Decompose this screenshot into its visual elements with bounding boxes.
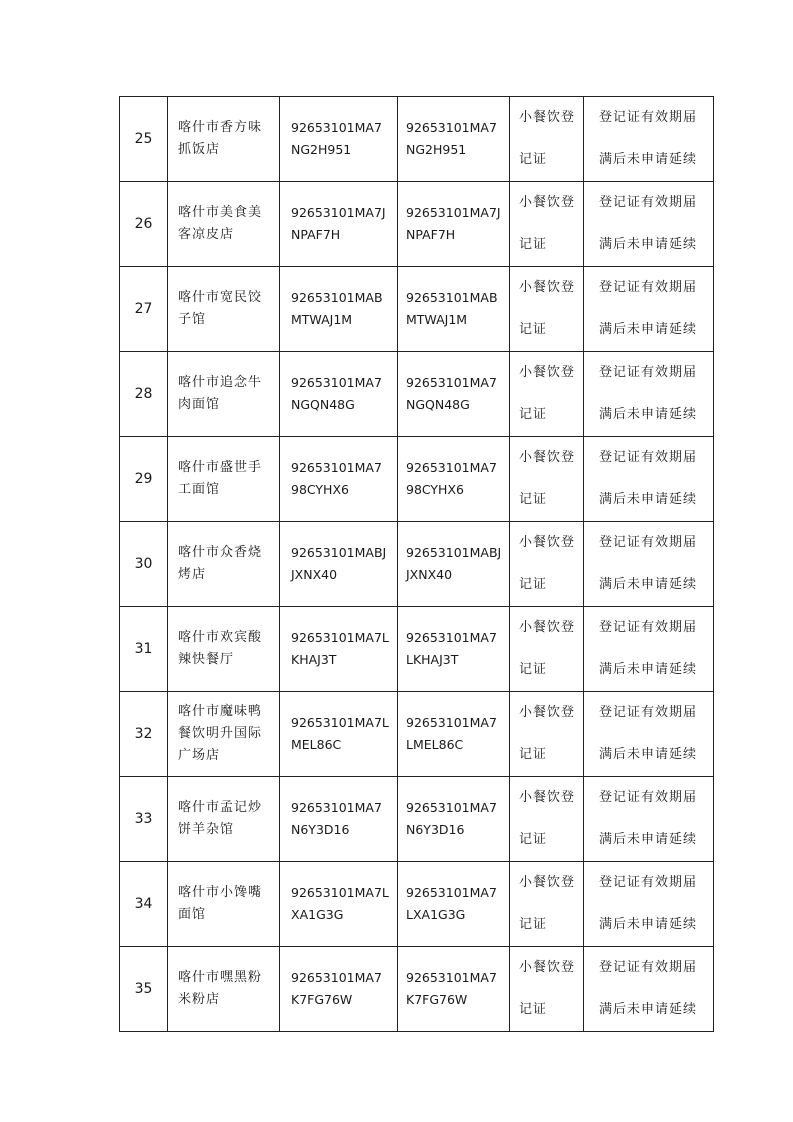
table-row [120, 607, 714, 692]
table-row [120, 437, 714, 522]
table-row [120, 352, 714, 437]
cancellation-reason: 登记证有效期届满后未申请延续 [584, 692, 714, 777]
cancellation-reason: 登记证有效期届满后未申请延续 [584, 777, 714, 862]
credit-code: 92653101MABJJXNX40 [280, 522, 398, 607]
business-name: 喀什市孟记炒饼羊杂馆 [168, 777, 280, 862]
table-row [120, 862, 714, 947]
license-type: 小餐饮登记证 [510, 862, 584, 947]
row-number: 34 [120, 862, 168, 947]
business-name: 喀什市盛世手工面馆 [168, 437, 280, 522]
business-name: 喀什市香方味抓饭店 [168, 97, 280, 182]
credit-code: 92653101MA7NGQN48G [280, 352, 398, 437]
business-name: 喀什市魔味鸭餐饮明升国际广场店 [168, 692, 280, 777]
license-type: 小餐饮登记证 [510, 777, 584, 862]
license-number: 92653101MA798CYHX6 [398, 437, 510, 522]
license-type: 小餐饮登记证 [510, 437, 584, 522]
credit-code: 92653101MA7N6Y3D16 [280, 777, 398, 862]
credit-code: 92653101MA7LMEL86C [280, 692, 398, 777]
row-number: 25 [120, 97, 168, 182]
row-number: 32 [120, 692, 168, 777]
license-number: 92653101MABMTWAJ1M [398, 267, 510, 352]
license-type: 小餐饮登记证 [510, 97, 584, 182]
row-number: 33 [120, 777, 168, 862]
cancellation-reason: 登记证有效期届满后未申请延续 [584, 947, 714, 1032]
cancellation-reason: 登记证有效期届满后未申请延续 [584, 352, 714, 437]
license-number: 92653101MA7JNPAF7H [398, 182, 510, 267]
cancellation-reason: 登记证有效期届满后未申请延续 [584, 862, 714, 947]
license-type: 小餐饮登记证 [510, 947, 584, 1032]
cancellation-reason: 登记证有效期届满后未申请延续 [584, 182, 714, 267]
table-body [120, 97, 714, 1032]
license-type: 小餐饮登记证 [510, 692, 584, 777]
row-number: 27 [120, 267, 168, 352]
cancellation-reason: 登记证有效期届满后未申请延续 [584, 437, 714, 522]
credit-code: 92653101MA7LXA1G3G [280, 862, 398, 947]
credit-code: 92653101MA7K7FG76W [280, 947, 398, 1032]
table-row [120, 522, 714, 607]
license-number: 92653101MA7NGQN48G [398, 352, 510, 437]
row-number: 31 [120, 607, 168, 692]
table-row [120, 947, 714, 1032]
table-row [120, 182, 714, 267]
registry-table [119, 96, 714, 1032]
license-number: 92653101MA7K7FG76W [398, 947, 510, 1032]
cancellation-reason: 登记证有效期届满后未申请延续 [584, 97, 714, 182]
business-name: 喀什市众香烧烤店 [168, 522, 280, 607]
row-number: 28 [120, 352, 168, 437]
license-type: 小餐饮登记证 [510, 267, 584, 352]
credit-code: 92653101MA7NG2H951 [280, 97, 398, 182]
row-number: 26 [120, 182, 168, 267]
row-number: 30 [120, 522, 168, 607]
business-name: 喀什市美食美客凉皮店 [168, 182, 280, 267]
license-number: 92653101MA7N6Y3D16 [398, 777, 510, 862]
row-number: 35 [120, 947, 168, 1032]
license-type: 小餐饮登记证 [510, 522, 584, 607]
cancellation-reason: 登记证有效期届满后未申请延续 [584, 522, 714, 607]
license-type: 小餐饮登记证 [510, 352, 584, 437]
credit-code: 92653101MABMTWAJ1M [280, 267, 398, 352]
credit-code: 92653101MA7LKHAJ3T [280, 607, 398, 692]
table-row [120, 267, 714, 352]
license-type: 小餐饮登记证 [510, 182, 584, 267]
row-number: 29 [120, 437, 168, 522]
license-number: 92653101MA7NG2H951 [398, 97, 510, 182]
credit-code: 92653101MA798CYHX6 [280, 437, 398, 522]
license-number: 92653101MA7LKHAJ3T [398, 607, 510, 692]
license-number: 92653101MABJJXNX40 [398, 522, 510, 607]
cancellation-reason: 登记证有效期届满后未申请延续 [584, 607, 714, 692]
license-type: 小餐饮登记证 [510, 607, 584, 692]
business-name: 喀什市嘿黑粉米粉店 [168, 947, 280, 1032]
credit-code: 92653101MA7JNPAF7H [280, 182, 398, 267]
license-number: 92653101MA7LMEL86C [398, 692, 510, 777]
business-name: 喀什市欢宾酸辣快餐厅 [168, 607, 280, 692]
license-number: 92653101MA7LXA1G3G [398, 862, 510, 947]
business-name: 喀什市小馋嘴面馆 [168, 862, 280, 947]
table-row [120, 692, 714, 777]
cancellation-reason: 登记证有效期届满后未申请延续 [584, 267, 714, 352]
table-row [120, 97, 714, 182]
business-name: 喀什市宽民饺子馆 [168, 267, 280, 352]
table-row [120, 777, 714, 862]
business-name: 喀什市追念牛肉面馆 [168, 352, 280, 437]
